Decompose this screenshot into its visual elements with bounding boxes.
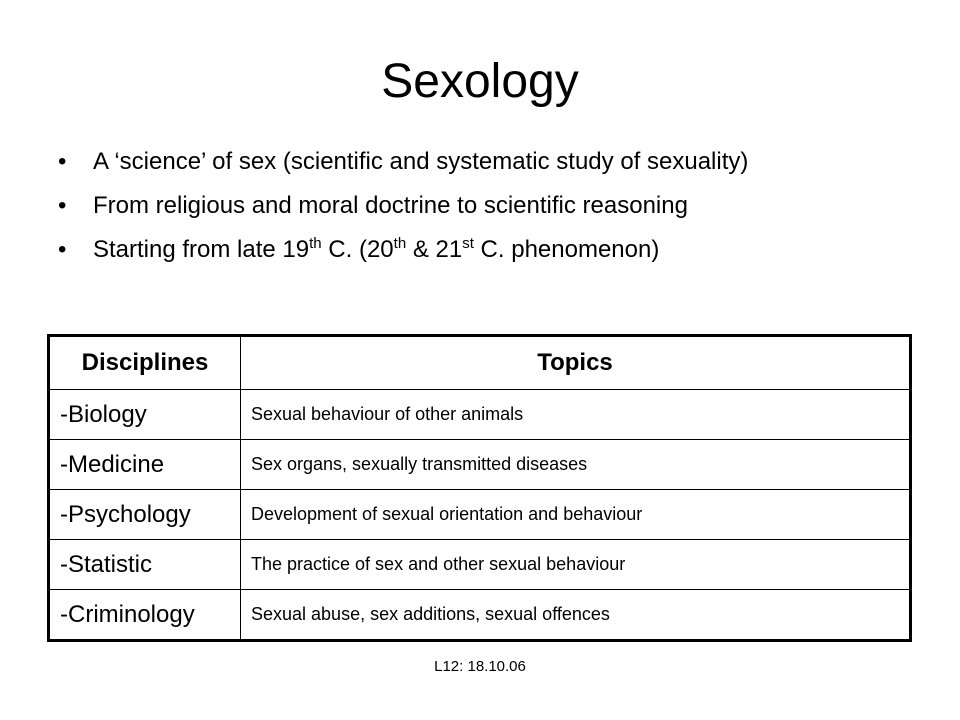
bullet-marker: • bbox=[58, 192, 67, 219]
bullet-marker: • bbox=[58, 236, 67, 263]
column-header-disciplines: Disciplines bbox=[49, 336, 241, 390]
bullet-list bbox=[58, 145, 918, 277]
discipline-cell: -Biology bbox=[49, 390, 241, 440]
topic-cell: Sex organs, sexually transmitted diseases bbox=[241, 440, 911, 490]
superscript: th bbox=[393, 235, 407, 252]
disciplines-topics-table bbox=[47, 334, 912, 642]
bullet-text bbox=[93, 236, 659, 263]
bullet-text-part: Starting from late 19 bbox=[93, 236, 310, 263]
discipline-cell: -Statistic bbox=[49, 540, 241, 590]
table-header-row bbox=[49, 336, 911, 390]
table-row bbox=[49, 440, 911, 490]
bullet-item bbox=[58, 145, 918, 179]
bullet-text-part: C. phenomenon) bbox=[473, 236, 660, 263]
bullet-item bbox=[58, 233, 918, 267]
bullet-text-part: C. (20 bbox=[321, 236, 394, 263]
table-row bbox=[49, 390, 911, 440]
table-row bbox=[49, 490, 911, 540]
topic-cell: The practice of sex and other sexual behaviour bbox=[241, 540, 911, 590]
table-row bbox=[49, 540, 911, 590]
superscript: st bbox=[462, 235, 474, 252]
topic-cell: Sexual abuse, sex additions, sexual offences bbox=[241, 590, 911, 641]
table-row bbox=[49, 590, 911, 641]
bullet-text: From religious and moral doctrine to scientific reasoning bbox=[93, 192, 688, 219]
bullet-text: A ‘science’ of sex (scientific and systematic study of sexuality) bbox=[93, 148, 749, 175]
discipline-cell: -Medicine bbox=[49, 440, 241, 490]
slide-title: Sexology bbox=[381, 55, 579, 108]
column-header-topics: Topics bbox=[241, 336, 911, 390]
discipline-cell: -Criminology bbox=[49, 590, 241, 641]
topic-cell: Sexual behaviour of other animals bbox=[241, 390, 911, 440]
slide-footer: L12: 18.10.06 bbox=[434, 658, 526, 675]
bullet-item bbox=[58, 189, 918, 223]
topic-cell: Development of sexual orientation and behaviour bbox=[241, 490, 911, 540]
superscript: th bbox=[309, 235, 322, 252]
discipline-cell: -Psychology bbox=[49, 490, 241, 540]
bullet-marker: • bbox=[58, 148, 67, 175]
bullet-text-part: & 21 bbox=[406, 236, 463, 263]
